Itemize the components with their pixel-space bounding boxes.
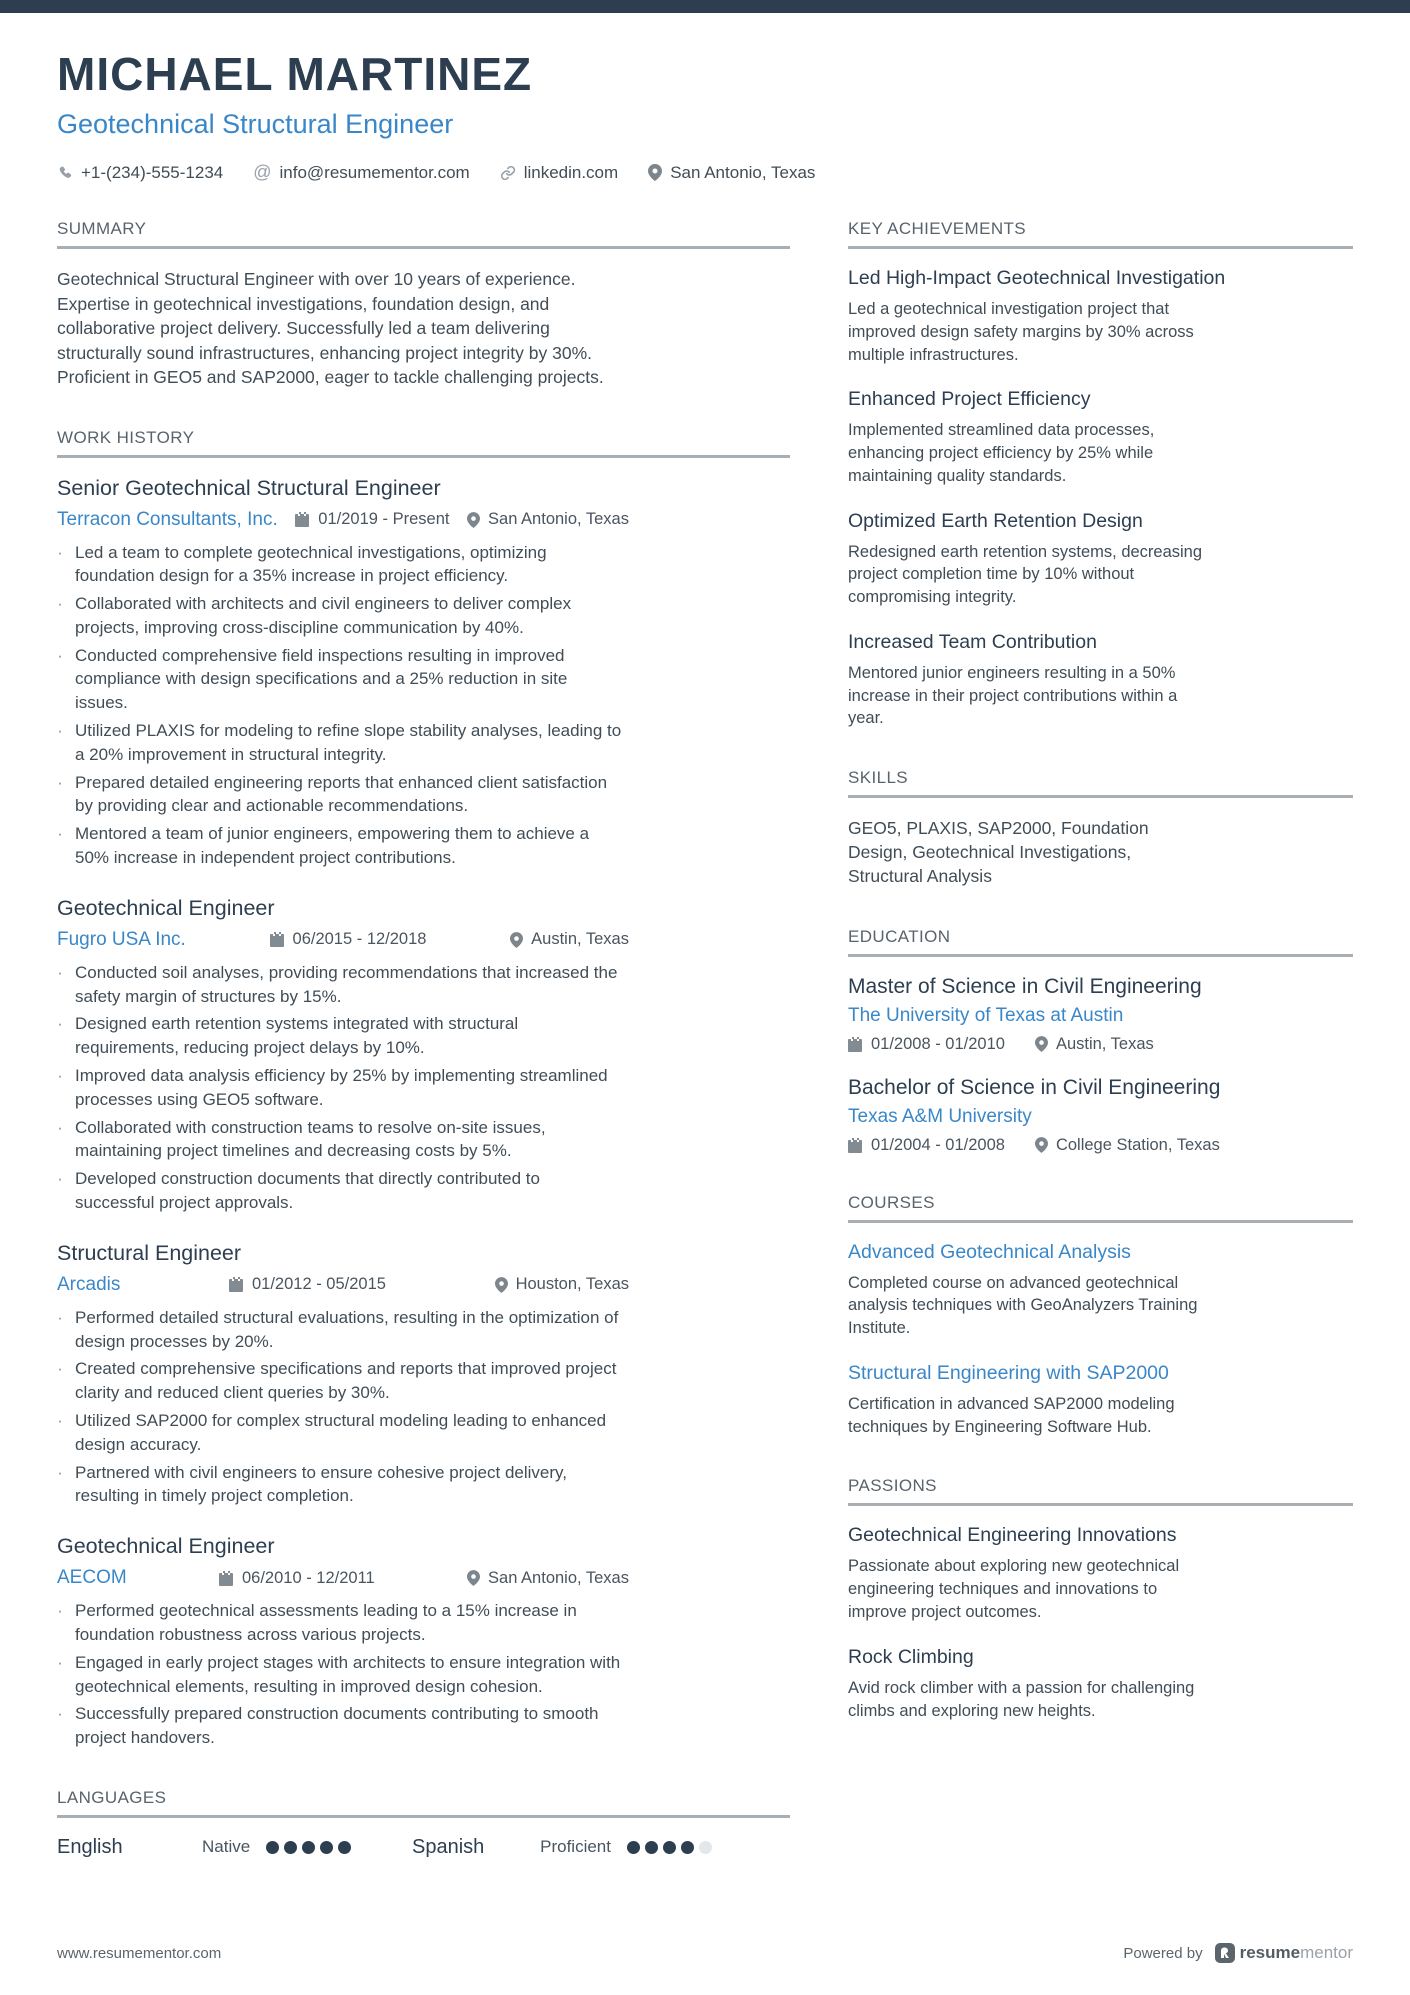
brand-text-light: mentor: [1300, 1943, 1353, 1962]
bullet-item: [57, 1461, 790, 1509]
degree-title: Bachelor of Science in Civil Engineering: [848, 1075, 1221, 1099]
bullet-text: Mentored a team of junior engineers, empowering them to achieve a 50% increase in independent project contributions.: [75, 824, 590, 868]
work-history-heading: WORK HISTORY: [57, 428, 790, 458]
contact-location: [648, 163, 815, 183]
bullet-dot: ·: [57, 1462, 63, 1482]
contact-row: [57, 162, 1353, 183]
achievement-text: Led a geotechnical investigation project that improved design safety margins by 30% across multiple infrastructures.: [848, 300, 1194, 364]
bullet-dot: ·: [57, 1117, 63, 1137]
education-location: [1035, 1035, 1154, 1054]
course-title: Structural Engineering with SAP2000: [848, 1361, 1169, 1384]
bullet-text: Partnered with civil engineers to ensure cohesive project delivery, resulting in timely project completion.: [75, 1462, 567, 1506]
job-location: [467, 510, 629, 529]
job-bullets: [57, 1306, 790, 1508]
proficiency-dot: [338, 1841, 351, 1854]
bullet-dot: ·: [57, 1066, 63, 1086]
bullet-dot: ·: [57, 1169, 63, 1189]
bullet-item: [57, 1651, 790, 1699]
powered-by-label: Powered by: [1123, 1944, 1203, 1962]
job-title: Geotechnical Engineer: [57, 1534, 275, 1559]
contact-linkedin[interactable]: [500, 163, 619, 183]
education-meta-row: [848, 1136, 1353, 1155]
proficiency-dot: [699, 1841, 712, 1854]
job-entry: [57, 476, 790, 870]
job-location-text: San Antonio, Texas: [488, 1568, 629, 1587]
bullet-dot: ·: [57, 1359, 63, 1379]
achievement-item: [848, 631, 1353, 730]
bullet-text: Prepared detailed engineering reports that enhanced client satisfaction by providing clear and actionable recommendations.: [75, 772, 608, 816]
achievement-title: Increased Team Contribution: [848, 630, 1097, 653]
education-dates: [848, 1035, 1005, 1054]
company-name: AECOM: [57, 1567, 127, 1589]
location-pin-icon: [510, 932, 523, 948]
bullet-text: Performed detailed structural evaluations, resulting in the optimization of design processes by 20%.: [75, 1307, 619, 1351]
bullet-dot: ·: [57, 594, 63, 614]
calendar-icon: [219, 1571, 234, 1586]
job-location: [510, 930, 629, 949]
language-level: Proficient: [540, 1837, 611, 1857]
proficiency-dot: [645, 1841, 658, 1854]
job-entry: [57, 1534, 790, 1750]
bullet-text: Conducted comprehensive field inspections resulting in improved compliance with design specifications and a 25% reduction in site issues.: [75, 645, 568, 713]
brand-text-bold: resume: [1239, 1943, 1301, 1962]
job-title: Structural Engineer: [57, 1240, 242, 1265]
job-location-text: Houston, Texas: [515, 1275, 629, 1294]
bullet-text: Utilized PLAXIS for modeling to refine slope stability analyses, leading to a 20% improvement in structural integrity.: [75, 721, 622, 764]
job-dates: [295, 510, 449, 529]
work-history-section: [57, 428, 790, 1750]
job-location: [495, 1275, 629, 1294]
bullet-text: Collaborated with architects and civil engineers to deliver complex projects, improving cross-discipline communication by 40%.: [75, 594, 572, 637]
achievement-text: Redesigned earth retention systems, decreasing project completion time by 10% without compromising integrity.: [848, 542, 1203, 607]
job-dates-text: 01/2019 - Present: [318, 510, 450, 528]
job-dates-text: 06/2010 - 12/2011: [241, 1568, 375, 1587]
language-name: English: [57, 1835, 123, 1858]
education-location: [1035, 1136, 1220, 1155]
bullet-item: [57, 1702, 790, 1750]
proficiency-dot: [266, 1841, 279, 1854]
school-name: The University of Texas at Austin: [848, 1004, 1124, 1026]
language-level: Native: [202, 1837, 251, 1857]
education-dates-text: 01/2004 - 01/2008: [871, 1135, 1005, 1154]
header: [57, 47, 1353, 183]
bullet-dot: ·: [57, 1652, 63, 1672]
job-dates: [229, 1275, 386, 1294]
email-at-icon: @: [253, 162, 272, 182]
linkedin-url[interactable]: linkedin.com: [523, 162, 619, 182]
education-heading: EDUCATION: [848, 927, 1353, 957]
bullet-item: [57, 1116, 790, 1164]
passion-title: Geotechnical Engineering Innovations: [848, 1524, 1177, 1547]
achievement-title: Optimized Earth Retention Design: [848, 509, 1143, 532]
summary-section: [57, 219, 790, 390]
proficiency-dot: [284, 1841, 297, 1854]
bullet-item: [57, 1357, 790, 1405]
job-location-text: San Antonio, Texas: [488, 510, 629, 528]
achievement-item: [848, 267, 1353, 366]
location-pin-icon: [648, 164, 662, 181]
languages-row: [57, 1836, 790, 1859]
link-icon: [500, 165, 516, 181]
proficiency-dot: [627, 1841, 640, 1854]
passion-text: Passionate about exploring new geotechnical engineering techniques and innovations to improve project outcomes.: [848, 1557, 1180, 1621]
bullet-item: [57, 1064, 790, 1112]
job-meta-row: [57, 929, 629, 951]
proficiency-dot: [663, 1841, 676, 1854]
bullet-dot: ·: [57, 962, 63, 982]
left-column: [57, 219, 790, 1897]
bullet-dot: ·: [57, 1411, 63, 1431]
education-entry: [848, 975, 1353, 1054]
proficiency-dots: [266, 1841, 351, 1854]
course-entry: [848, 1362, 1353, 1439]
courses-section: [848, 1193, 1353, 1439]
location-pin-icon: [467, 512, 480, 528]
location-pin-icon: [467, 1570, 480, 1586]
job-bullets: [57, 961, 790, 1215]
bullet-text: Improved data analysis efficiency by 25% by implementing streamlined processes using GEO5 software.: [75, 1066, 608, 1109]
bullet-item: [57, 1167, 790, 1215]
summary-heading: SUMMARY: [57, 219, 790, 249]
languages-heading: LANGUAGES: [57, 1788, 790, 1818]
location-pin-icon: [495, 1277, 508, 1293]
contact-phone: [57, 163, 223, 183]
job-entry: [57, 1241, 790, 1508]
education-meta-row: [848, 1035, 1353, 1054]
job-bullets: [57, 1599, 790, 1750]
achievement-title: Led High-Impact Geotechnical Investigation: [848, 267, 1226, 289]
achievement-item: [848, 388, 1353, 487]
candidate-title: Geotechnical Structural Engineer: [57, 109, 454, 139]
degree-title: Master of Science in Civil Engineering: [848, 974, 1202, 998]
bullet-text: Utilized SAP2000 for complex structural modeling leading to enhanced design accuracy.: [75, 1411, 607, 1454]
bullet-dot: ·: [57, 1014, 63, 1034]
passions-heading: PASSIONS: [848, 1476, 1353, 1506]
passion-title: Rock Climbing: [848, 1645, 974, 1668]
bullet-dot: ·: [57, 645, 63, 665]
bullet-dot: ·: [57, 1307, 63, 1327]
achievement-text: Implemented streamlined data processes, enhancing project efficiency by 25% while maintaining quality standards.: [848, 421, 1155, 485]
education-location-text: College Station, Texas: [1055, 1135, 1220, 1154]
key-achievements-section: [848, 219, 1353, 730]
achievement-title: Enhanced Project Efficiency: [848, 388, 1091, 411]
skills-heading: SKILLS: [848, 768, 1353, 798]
bullet-item: [57, 719, 790, 767]
course-entry: [848, 1241, 1353, 1340]
bullet-text: Designed earth retention systems integrated with structural requirements, reducing project delays by 10%.: [75, 1014, 519, 1058]
phone-number: +1-(234)-555-1234: [81, 162, 224, 182]
bullet-text: Performed geotechnical assessments leading to a 15% increase in foundation robustness across various projects.: [75, 1601, 577, 1644]
education-dates: [848, 1136, 1005, 1155]
job-location: [467, 1569, 629, 1588]
top-accent-bar: [0, 0, 1410, 13]
achievement-item: [848, 510, 1353, 609]
bullet-text: Engaged in early project stages with architects to ensure integration with geotechnical elements, resulting in improved design cohesion.: [75, 1652, 621, 1696]
bullet-text: Conducted soil analyses, providing recommendations that increased the safety margin of structures by 15%.: [75, 962, 618, 1006]
brand-logo[interactable]: [1215, 1943, 1353, 1963]
powered-by: [1123, 1943, 1353, 1963]
education-entry: [848, 1076, 1353, 1155]
course-text: Certification in advanced SAP2000 modeling techniques by Engineering Software Hub.: [848, 1394, 1175, 1436]
bullet-dot: ·: [57, 1601, 63, 1621]
company-name: Terracon Consultants, Inc.: [57, 508, 278, 530]
proficiency-dots: [627, 1841, 712, 1854]
course-title: Advanced Geotechnical Analysis: [848, 1240, 1131, 1263]
job-bullets: [57, 541, 790, 870]
job-meta-row: [57, 1567, 629, 1589]
job-entry: [57, 896, 790, 1215]
education-dates-text: 01/2008 - 01/2010: [871, 1034, 1005, 1053]
bullet-text: Led a team to complete geotechnical investigations, optimizing foundation design for a 35% increase in project efficiency.: [75, 542, 547, 586]
calendar-icon: [848, 1138, 863, 1153]
candidate-name: MICHAEL MARTINEZ: [57, 48, 533, 100]
bullet-dot: ·: [57, 542, 63, 562]
right-column: [848, 219, 1353, 1897]
bullet-item: [57, 1599, 790, 1647]
company-name: Fugro USA Inc.: [57, 928, 186, 950]
bullet-text: Developed construction documents that directly contributed to successful project approvals.: [75, 1169, 540, 1213]
bullet-dot: ·: [57, 772, 63, 792]
job-dates: [270, 930, 427, 949]
bullet-text: Collaborated with construction teams to resolve on-site issues, maintaining project timelines and decreasing costs by 5%.: [75, 1117, 546, 1161]
company-name: Arcadis: [57, 1273, 121, 1295]
location-pin-icon: [1035, 1137, 1048, 1153]
key-achievements-heading: KEY ACHIEVEMENTS: [848, 219, 1353, 249]
passions-section: [848, 1476, 1353, 1722]
proficiency-dot: [302, 1841, 315, 1854]
job-meta-row: [57, 1274, 629, 1296]
job-meta-row: [57, 509, 629, 531]
job-dates: [219, 1569, 375, 1588]
job-location-text: Austin, Texas: [531, 930, 629, 949]
bullet-item: [57, 961, 790, 1009]
education-section: [848, 927, 1353, 1155]
school-name: Texas A&M University: [848, 1105, 1032, 1127]
language-entry: [57, 1836, 357, 1859]
resumementor-logo-icon: [1215, 1943, 1235, 1963]
location-pin-icon: [1035, 1036, 1048, 1052]
footer-site-link[interactable]: www.resumementor.com: [57, 1944, 222, 1962]
skills-text: GEO5, PLAXIS, SAP2000, Foundation Design, Geotechnical Investigations, Structural Analysis: [848, 818, 1149, 887]
job-dates-text: 01/2012 - 05/2015: [251, 1275, 386, 1294]
contact-email[interactable]: [253, 162, 469, 183]
language-entry: [412, 1836, 712, 1859]
achievement-text: Mentored junior engineers resulting in a 50% increase in their project contributions within a year.: [848, 663, 1178, 728]
bullet-dot: ·: [57, 1704, 63, 1724]
calendar-icon: [848, 1037, 863, 1052]
calendar-icon: [270, 932, 285, 947]
bullet-dot: ·: [57, 721, 63, 741]
bullet-text: Successfully prepared construction documents contributing to smooth project handovers.: [75, 1704, 599, 1748]
bullet-item: [57, 644, 790, 715]
phone-icon: [57, 165, 73, 181]
bullet-item: [57, 1012, 790, 1060]
bullet-item: [57, 592, 790, 640]
bullet-item: [57, 822, 790, 870]
footer: [57, 1943, 1353, 1963]
passion-entry: [848, 1646, 1353, 1723]
bullet-item: [57, 541, 790, 589]
job-title: Geotechnical Engineer: [57, 895, 275, 920]
bullet-item: [57, 1409, 790, 1457]
bullet-dot: ·: [57, 824, 63, 844]
bullet-text: Created comprehensive specifications and reports that improved project clarity and reduced client queries by 30%.: [75, 1359, 617, 1403]
calendar-icon: [295, 512, 310, 527]
calendar-icon: [229, 1277, 244, 1292]
email-address[interactable]: info@resumementor.com: [279, 162, 470, 182]
job-title: Senior Geotechnical Structural Engineer: [57, 475, 441, 500]
job-dates-text: 06/2015 - 12/2018: [292, 930, 427, 949]
proficiency-dot: [681, 1841, 694, 1854]
language-name: Spanish: [412, 1835, 485, 1858]
education-location-text: Austin, Texas: [1055, 1034, 1154, 1053]
resume-page: [0, 13, 1410, 1897]
location-text: San Antonio, Texas: [670, 162, 816, 182]
passion-entry: [848, 1524, 1353, 1623]
course-text: Completed course on advanced geotechnical analysis techniques with GeoAnalyzers Training Institute.: [848, 1273, 1198, 1338]
proficiency-dot: [320, 1841, 333, 1854]
passion-text: Avid rock climber with a passion for challenging climbs and exploring new heights.: [848, 1678, 1195, 1720]
skills-section: [848, 768, 1353, 888]
bullet-item: [57, 1306, 790, 1354]
courses-heading: COURSES: [848, 1193, 1353, 1223]
languages-section: [57, 1788, 790, 1859]
bullet-item: [57, 771, 790, 819]
summary-text: Geotechnical Structural Engineer with over 10 years of experience. Expertise in geotechnical investigations, foundation design, and collaborative project delivery. Successfully led a team delivering structurally sound infrastructures, enhancing project integrity by 30%. Proficient in GEO5 and SAP2000, eager to tackle challenging projects.: [57, 269, 604, 387]
